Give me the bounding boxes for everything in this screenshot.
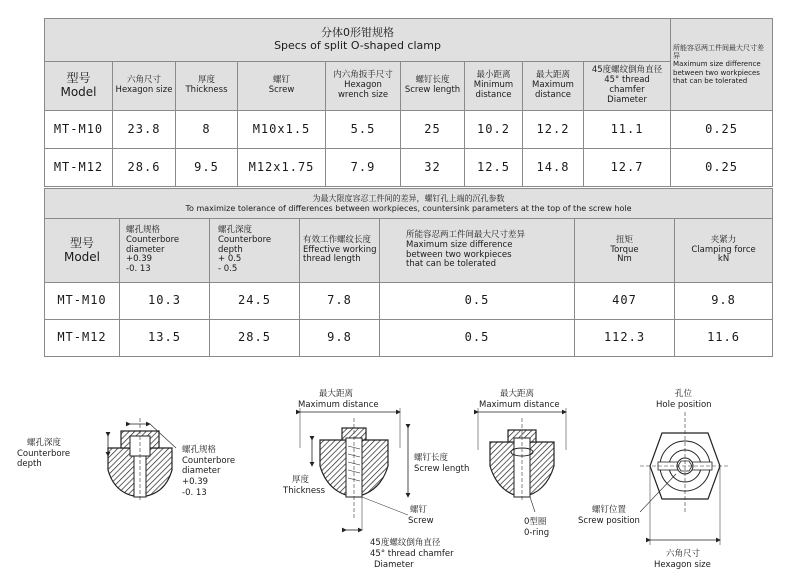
header-cn: 所能容忍两工件间最大尺寸差异 — [406, 229, 526, 240]
table2-title-cn: 为最大限度容忍工件间的差异，螺钉孔上端的沉孔参数 — [312, 194, 505, 204]
d2-thk-cn: 厚度 — [292, 475, 310, 485]
header-cn: 最小距离 — [476, 70, 511, 81]
table1-header-chamfer-diameter — [584, 62, 671, 111]
table-cell: 12.7 — [584, 149, 671, 187]
header-en: Model — [63, 249, 101, 264]
table2-header-thread-length — [300, 219, 380, 283]
d1-depth-cn: 螺孔深度 — [27, 438, 62, 448]
table1-title-cn: 分体0形钳规格 — [321, 26, 395, 40]
header-cn: 型号 — [69, 235, 94, 250]
header-en: Torque Nm — [610, 244, 639, 265]
header-en: Hexagon size — [115, 85, 173, 95]
table1-header-thickness — [176, 62, 238, 111]
table-row — [45, 320, 773, 357]
header-cn: 有效工作螺纹长度 — [303, 234, 372, 245]
table2-header-counterbore-diameter — [120, 219, 210, 283]
table-cell: 9.8 — [675, 283, 773, 320]
table-cell: 11.6 — [675, 320, 773, 357]
header-en: Screw — [268, 85, 295, 95]
table-cell: 14.8 — [523, 149, 584, 187]
table1-side-note-en: Maximum size difference between two workpieces that can be tolerated — [673, 60, 761, 85]
header-cn: 螺钉 — [272, 75, 290, 86]
d2-screw-en: Screw — [408, 516, 434, 526]
table2-header-counterbore-depth — [210, 219, 300, 283]
d3-maxd-cn: 最大距离 — [500, 389, 535, 399]
table-row — [45, 283, 773, 320]
table1-header-model — [45, 62, 113, 111]
table2-title — [45, 189, 773, 219]
table-cell: 7.9 — [326, 149, 401, 187]
table-cell: 9.5 — [176, 149, 238, 187]
table-cell: 23.8 — [113, 111, 176, 149]
d4-screwpos-cn: 螺钉位置 — [592, 505, 627, 515]
d4-hole-cn: 孔位 — [675, 389, 693, 399]
header-cn: 45度螺纹倒角直径 — [591, 65, 663, 76]
table-cell: 0.5 — [380, 283, 575, 320]
table-cell: MT-M12 — [45, 149, 113, 187]
header-cn: 型号 — [66, 71, 91, 86]
table2-header-model — [45, 219, 120, 283]
d4-screwpos-en: Screw position — [578, 516, 640, 526]
d1-depth-en2: depth — [17, 459, 42, 469]
d4-hex-cn: 六角尺寸 — [666, 549, 701, 559]
table-cell: 28.6 — [113, 149, 176, 187]
table-cell: 24.5 — [210, 283, 300, 320]
table1-header-wrench-size — [326, 62, 401, 111]
header-cn: 扭矩 — [615, 234, 633, 245]
table2-header-row — [45, 219, 773, 283]
d2-maxd-cn: 最大距离 — [319, 389, 354, 399]
header-cn: 内六角扳手尺寸 — [333, 70, 393, 81]
table-cell: 0.25 — [671, 149, 773, 187]
header-en: Hexagon wrench size — [337, 80, 389, 100]
header-en: Effective working thread length — [303, 244, 377, 265]
d2-maxd-en: Maximum distance — [298, 400, 379, 410]
table-cell: 11.1 — [584, 111, 671, 149]
d2-chamfer-cn: 45度螺纹倒角直径 — [370, 538, 441, 548]
header-en: Model — [60, 85, 97, 99]
table1-side-note — [671, 19, 773, 111]
d3-oring-en: 0-ring — [524, 528, 550, 538]
table-cell: 8 — [176, 111, 238, 149]
table-cell: 0.25 — [671, 111, 773, 149]
d1-depth-en1: Counterbore — [17, 449, 71, 459]
diagram-screw-section — [282, 388, 469, 570]
table2-header-torque — [575, 219, 675, 283]
d4-hex-en: Hexagon size — [654, 560, 711, 570]
header-cn: 六角尺寸 — [126, 75, 161, 86]
d2-len-en: Screw length — [414, 464, 470, 474]
table1-side-note-cn: 所能容忍两工件间最大尺寸差异 — [673, 44, 765, 61]
table-cell: 112.3 — [575, 320, 675, 357]
table-cell: M12x1.75 — [238, 149, 326, 187]
table-cell: MT-M10 — [45, 283, 120, 320]
table1-header-max-distance — [523, 62, 584, 111]
table1-header-screw — [238, 62, 326, 111]
header-en: Counterbore diameter +0.39 -0. 13 — [126, 234, 180, 275]
diagram-hexagon-top-view — [578, 388, 730, 570]
table1-title-en: Specs of split O-shaped clamp — [274, 39, 441, 52]
header-en: Maximum distance — [532, 80, 574, 100]
header-cn: 夹紧力 — [710, 234, 737, 245]
d1-dia-tol2: -0. 13 — [182, 488, 207, 498]
header-en: Maximum size difference between two workpieces that can be tolerated — [406, 239, 513, 270]
table-cell: 32 — [401, 149, 465, 187]
table-cell: 9.8 — [300, 320, 380, 357]
d1-dia-en1: Counterbore — [182, 456, 236, 466]
header-cn: 螺孔规格 — [126, 225, 161, 236]
header-cn: 厚度 — [197, 75, 215, 86]
d2-chamfer-en2: Diameter — [374, 560, 414, 570]
table1-title — [45, 19, 671, 62]
table-cell: 25 — [401, 111, 465, 149]
table-cell: 407 — [575, 283, 675, 320]
table-cell: MT-M12 — [45, 320, 120, 357]
table-cell: M10x1.5 — [238, 111, 326, 149]
d2-chamfer-en1: 45° thread chamfer — [370, 549, 454, 559]
diagram-oring-section — [478, 388, 566, 538]
table1-header-min-distance — [465, 62, 523, 111]
table-cell: 28.5 — [210, 320, 300, 357]
table-cell: 7.8 — [300, 283, 380, 320]
table-row — [45, 111, 773, 149]
table-cell: 13.5 — [120, 320, 210, 357]
table-cell: 12.5 — [465, 149, 523, 187]
table-cell: 12.2 — [523, 111, 584, 149]
table1-header-screw-length — [401, 62, 465, 111]
table-cell: 5.5 — [326, 111, 401, 149]
header-en: Minimum distance — [473, 80, 514, 100]
table-row — [45, 149, 773, 187]
header-en: Screw length — [404, 85, 461, 95]
header-en: Thickness — [185, 85, 228, 95]
d1-dia-cn: 螺孔规格 — [182, 445, 217, 455]
technical-diagrams — [0, 360, 792, 573]
header-en: 45° thread chamfer Diameter — [604, 75, 650, 105]
header-en: Clamping force kN — [691, 244, 756, 265]
table-cell: 0.5 — [380, 320, 575, 357]
table2-title-en: To maximize tolerance of differences between workpieces, countersink parameters at the top of the screw hole — [185, 203, 632, 213]
d3-oring-cn: 0型圈 — [524, 517, 547, 527]
header-cn: 最大距离 — [535, 70, 570, 81]
table1-header-hexagon-size — [113, 62, 176, 111]
header-cn: 螺孔深度 — [218, 225, 253, 236]
table2-header-clamping-force — [675, 219, 773, 283]
d2-len-cn: 螺钉长度 — [414, 453, 449, 463]
diagram-counterbore — [17, 418, 235, 500]
spec-table-1 — [44, 18, 773, 187]
table-cell: MT-M10 — [45, 111, 113, 149]
d1-dia-en2: diameter — [182, 466, 221, 476]
table-cell: 10.2 — [465, 111, 523, 149]
table1-header-row — [45, 62, 773, 111]
spec-table-2 — [44, 188, 773, 357]
d1-dia-tol1: +0.39 — [182, 477, 209, 487]
table-cell: 10.3 — [120, 283, 210, 320]
d2-screw-cn: 螺钉 — [410, 505, 428, 515]
d2-thk-en: Thickness — [283, 486, 326, 496]
header-en: Counterbore depth + 0.5 - 0.5 — [218, 234, 272, 275]
header-cn: 螺钉长度 — [415, 75, 450, 86]
d4-hole-en: Hole position — [656, 400, 712, 410]
table2-header-max-size-difference — [380, 219, 575, 283]
d3-maxd-en: Maximum distance — [479, 400, 560, 410]
